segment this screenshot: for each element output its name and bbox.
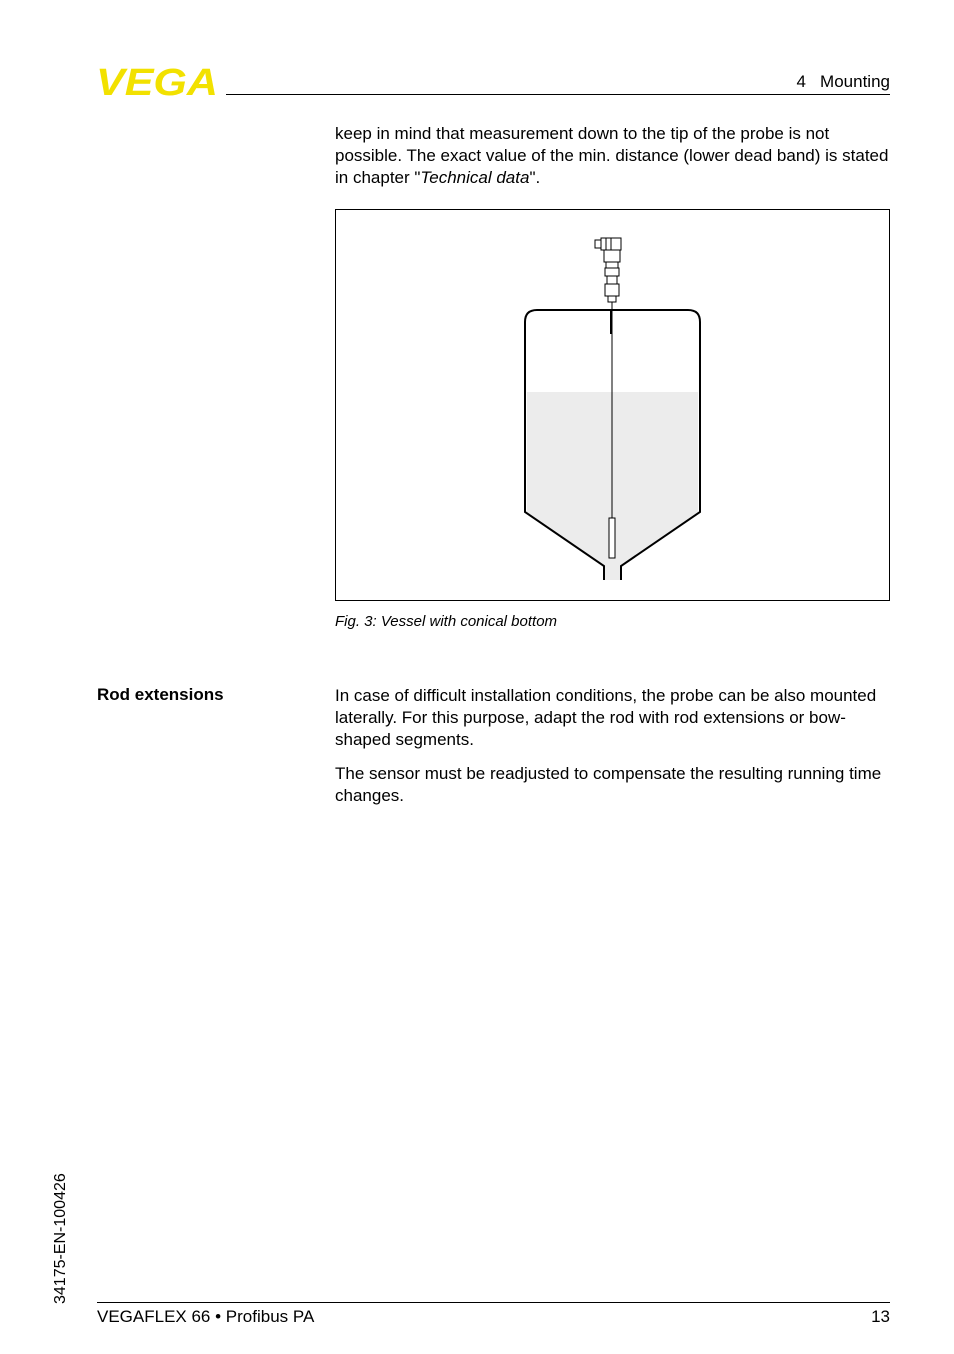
probe-weight <box>609 518 615 558</box>
footer-product: VEGAFLEX 66 • Profibus PA <box>97 1307 315 1326</box>
intro-text-before: keep in mind that measurement down to the tip of the probe is not possible. The exact value of the min. distance (lower dead band) is stated in chapter " <box>335 124 889 187</box>
vessel-figure <box>335 209 890 601</box>
rod-extensions-heading: Rod extensions <box>97 685 224 704</box>
vega-logo <box>96 64 220 98</box>
rod-extensions-paragraph-1: In case of difficult installation conditions, the probe can be also mounted laterally. For this purpose, adapt the rod with rod extensions or bow-shaped segments. <box>335 686 877 749</box>
figure-caption: Fig. 3: Vessel with conical bottom <box>335 613 558 630</box>
document-number: 34175-EN-100426 <box>52 1173 69 1304</box>
section-title: 4 Mounting <box>796 72 890 91</box>
vessel-drawing <box>336 210 889 600</box>
footer-rule <box>97 1302 890 1303</box>
intro-text-after: ". <box>529 168 541 187</box>
header-rule <box>226 94 890 95</box>
sensor-housing <box>595 238 621 302</box>
intro-paragraph <box>335 123 895 189</box>
intro-italic-ref: Technical data <box>420 168 530 187</box>
vega-logo-text: VEGA <box>96 64 218 98</box>
page-number: 13 <box>871 1307 890 1326</box>
rod-extensions-paragraph-2: The sensor must be readjusted to compensate the resulting running time changes. <box>335 764 882 805</box>
